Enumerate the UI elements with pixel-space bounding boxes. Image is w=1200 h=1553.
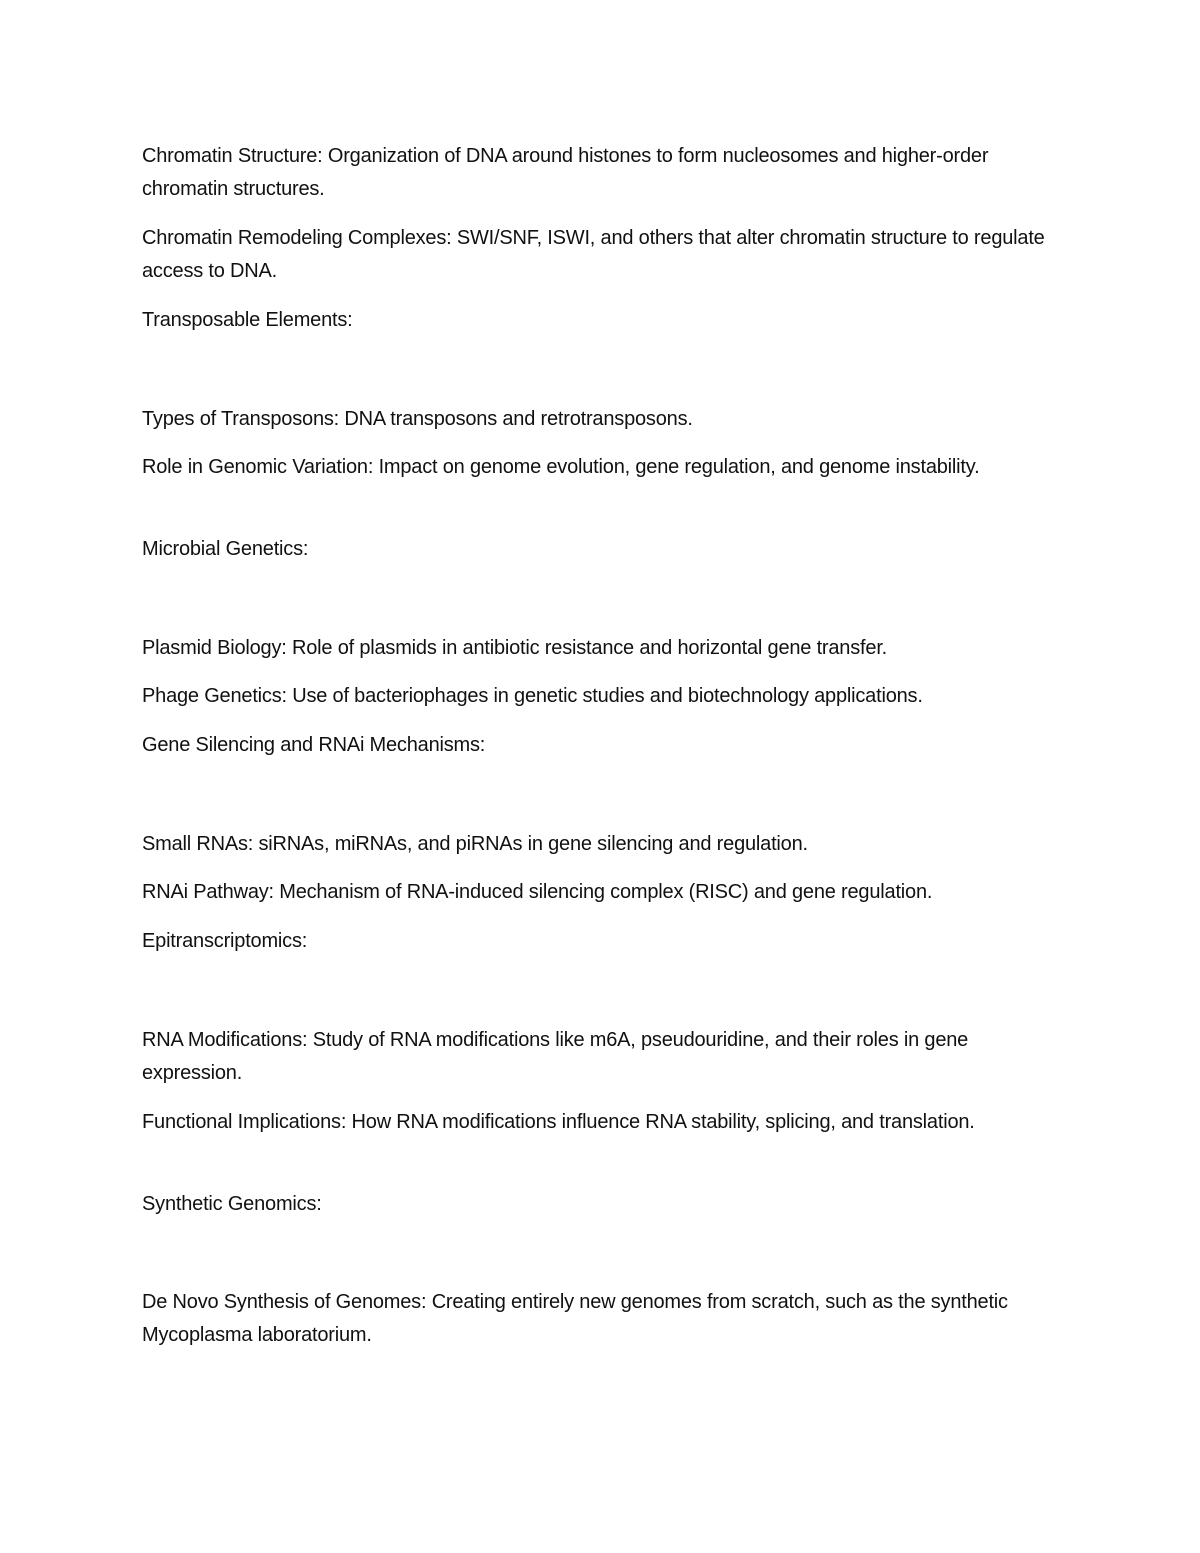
heading-epitranscriptomics: Epitranscriptomics:: [142, 930, 308, 952]
heading-gene-silencing: Gene Silencing and RNAi Mechanisms:: [142, 734, 486, 756]
heading-microbial-genetics: Microbial Genetics:: [142, 538, 309, 560]
paragraph-functional-implications: Functional Implications: How RNA modifications influence RNA stability, splicing, and translation.: [142, 1111, 975, 1133]
heading-transposable-elements: Transposable Elements:: [142, 309, 353, 331]
paragraph-rnai-pathway: RNAi Pathway: Mechanism of RNA-induced silencing complex (RISC) and gene regulation.: [142, 881, 933, 903]
paragraph-phage-genetics: Phage Genetics: Use of bacteriophages in genetic studies and biotechnology applications.: [142, 685, 923, 707]
paragraph-chromatin-structure: Chromatin Structure: Organization of DNA around histones to form nucleosomes and higher-order chromatin structures.: [142, 145, 989, 200]
paragraph-small-rnas: Small RNAs: siRNAs, miRNAs, and piRNAs in gene silencing and regulation.: [142, 833, 808, 855]
paragraph-role-in-genomic-variation: Role in Genomic Variation: Impact on genome evolution, gene regulation, and genome instability.: [142, 456, 980, 478]
paragraph-chromatin-remodeling: Chromatin Remodeling Complexes: SWI/SNF, ISWI, and others that alter chromatin structure to regulate access to DNA.: [142, 227, 1045, 282]
heading-synthetic-genomics: Synthetic Genomics:: [142, 1193, 322, 1215]
paragraph-de-novo-synthesis: De Novo Synthesis of Genomes: Creating entirely new genomes from scratch, such as the synthetic Mycoplasma laboratorium.: [142, 1291, 1008, 1346]
paragraph-rna-modifications: RNA Modifications: Study of RNA modifications like m6A, pseudouridine, and their roles in gene expression.: [142, 1029, 969, 1084]
paragraph-plasmid-biology: Plasmid Biology: Role of plasmids in antibiotic resistance and horizontal gene transfer.: [142, 637, 888, 659]
paragraph-types-of-transposons: Types of Transposons: DNA transposons and retrotransposons.: [142, 408, 693, 430]
